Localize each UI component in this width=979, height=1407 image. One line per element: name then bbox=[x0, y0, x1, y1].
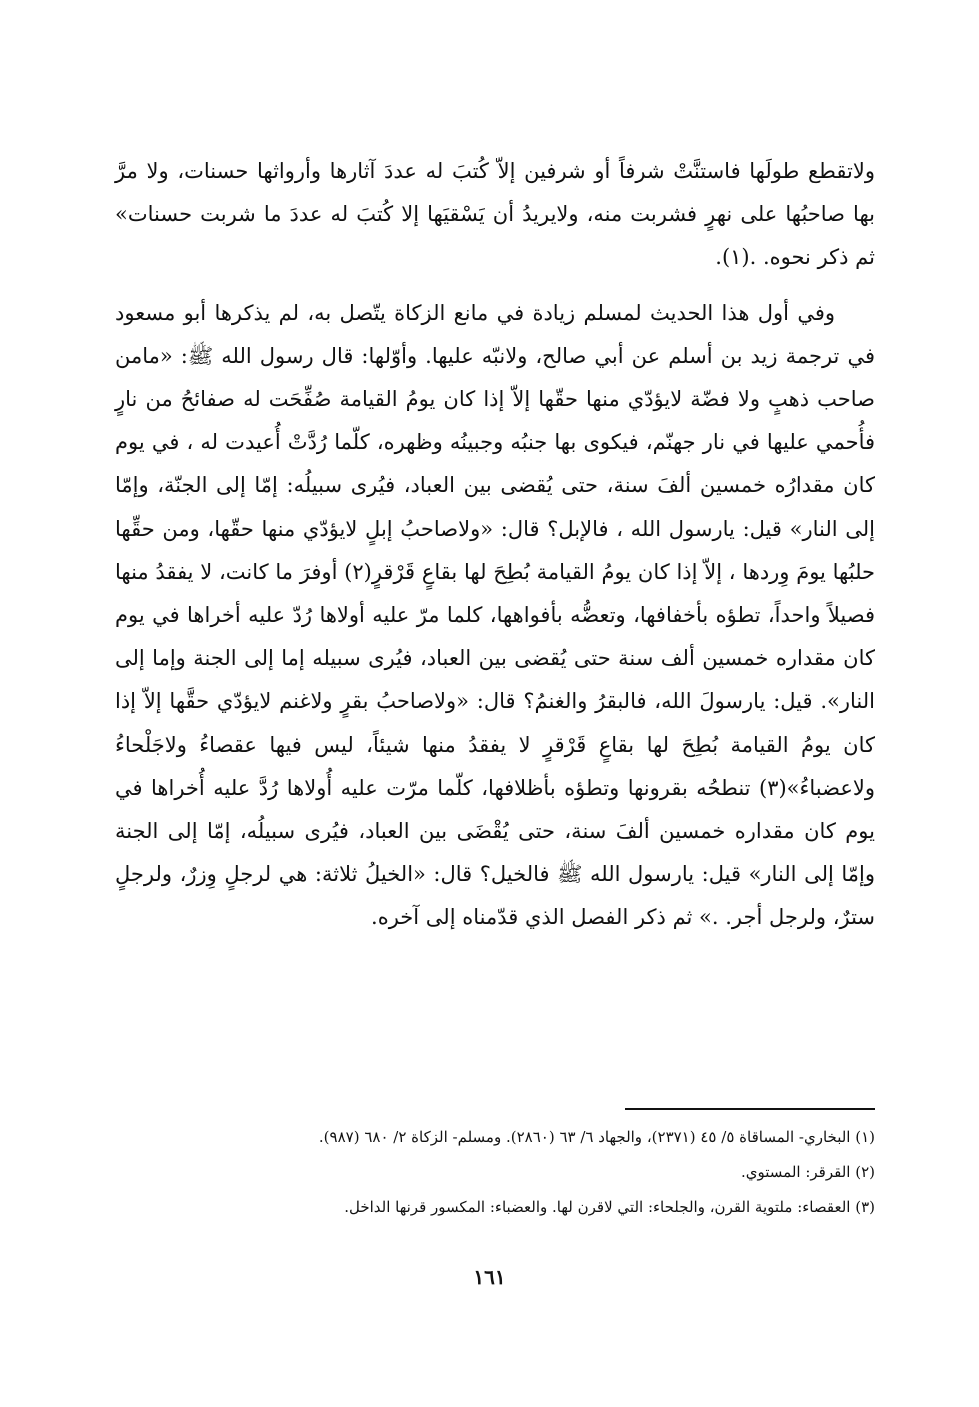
footnote-3: (٣) العقصاء: ملتوية القرن، والجلحاء: التي لاقرن لها. والعضباء: المكسور قرنها الداخل. bbox=[344, 1198, 875, 1216]
main-text bbox=[115, 150, 875, 940]
footnote-1: (١) البخاري- المساقاة ٥/ ٤٥ (٢٣٧١)، والجهاد ٦/ ٦٣ (٢٨٦٠). ومسلم- الزكاة ٢/ ٦٨٠ (٩٨٧). bbox=[318, 1128, 875, 1146]
paragraph-2: وفي أول هذا الحديث لمسلم زيادة في مانع الزكاة يتّصل به، لم يذكرها أبو مسعود في ترجمة زيد بن أسلم عن أبي صالح، ولانبّه عليها. وأوّلها: قال رسول الله ﷺ: «مامن صاحب ذهبٍ ولا فضّة لايؤدّي منها حقّها إلاّ إذا كان يومُ القيامة صُفِّحَت له صفائحُ من نارٍ فأُحمي عليها في نار جهنّم، فيكوى بها جنبُه وجبينُه وظهره، كلّما رُدَّتْ أُعيدت له ، في يوم كان مقدارُه خمسين ألفَ سنة، حتى يُقضى بين العباد، فيُرى سبيلُه: إمّا إلى الجنّة، وإمّا إلى النار» قيل: يارسول الله ، فالإبل؟ قال: «ولاصاحبُ إبلٍ لايؤدّي منها حقّها، ومن حقِّها حلبُها يومَ وِردها ، إلاّ إذا كان يومُ القيامة بُطِحَ لها بقاعٍ قَرْقرٍ(٢) أوفرَ ما كانت، لا يفقدُ منها فصيلاً واحداً، تطؤه بأخفافها، وتعضُّه بأفواهها، كلما مرّ عليه أولاها رُدّ عليه أخراها في يوم كان مقداره خمسين ألف سنة حتى يُقضى بين العباد، فيُرى سبيله إما إلى الجنة وإما إلى النار». قيل: يارسولَ الله، فالبقرُ والغنمُ؟ قال: «ولاصاحبُ بقرٍ ولاغنم لايؤدّي حقَّها إلاّ إذا كان يومُ القيامة بُطِحَ لها بقاعٍ قَرْقرٍ لا يفقدُ منها شيئاً، ليس فيها عقصاءُ ولاجَلْحاءُ ولاعضباءُ»(٣) تنطحُه بقرونها وتطؤه بأظلافها، كلّما مرّت عليه أُولاها رُدَّ عليه أُخراها في يوم كان مقداره خمسين ألفَ سنة، حتى يُقْضَى بين العباد، فيُرى سبيلُه، إمّا إلى الجنة وإمّا إلى النار» قيل: يارسول الله ﷺ فالخيل؟ قال: «الخيلُ ثلاثة: هي لرجلٍ وِزرٌ، ولرجلٍ سترٌ، ولرجل أجر. .» ثم ذكر الفصل الذي قدّمناه إلى آخره. bbox=[115, 300, 875, 930]
page-number: ١٦١ bbox=[473, 1265, 506, 1289]
footnote-2: (٢) القرقر: المستوي. bbox=[741, 1163, 875, 1181]
footnotes bbox=[115, 1120, 875, 1225]
footnote-separator bbox=[625, 1108, 875, 1110]
paragraph-1: ولاتقطع طولَها فاستنَّتْ شرفاً أو شرفين إلاّ كُتبَ له عددَ آثارها وأرواثها حسنات، ولا مرَّ بها صاحبُها على نهرٍ فشربت منه، ولايريدُ أن يَسْقيَها إلا كُتبَ له عددَ ما شربت حسنات» ثم ذكر نحوه. .(١). bbox=[115, 159, 875, 270]
